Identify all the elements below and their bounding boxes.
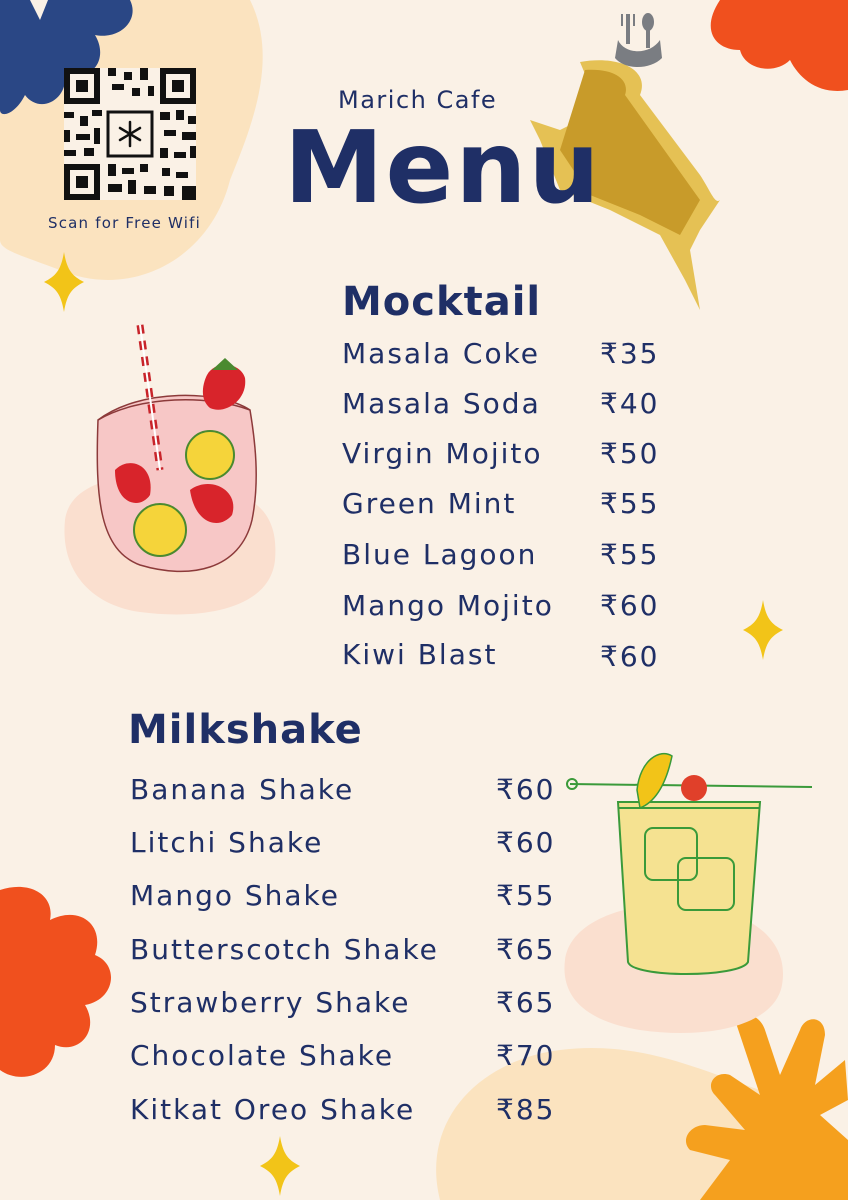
mocktail-item-price: ₹55: [600, 538, 660, 571]
milkshake-item-price: ₹70: [496, 1039, 556, 1072]
mocktail-item-name: Virgin Mojito: [342, 437, 543, 470]
milkshake-item-price: ₹60: [496, 826, 556, 859]
mocktail-item-name: Masala Soda: [342, 387, 541, 420]
mocktail-section-title: Mocktail: [342, 279, 542, 325]
menu-title: Menu: [284, 109, 602, 226]
milkshake-item-price: ₹65: [496, 986, 556, 1019]
mocktail-item-name: Green Mint: [342, 487, 517, 520]
mocktail-item-price: ₹60: [600, 589, 660, 622]
cafe-name: Marich Cafe: [338, 86, 498, 114]
milkshake-section-title: Milkshake: [128, 707, 363, 753]
milkshake-item-price: ₹65: [496, 933, 556, 966]
top-right-flower-icon: [711, 0, 848, 91]
mocktail-item-price: ₹40: [600, 387, 660, 420]
mocktail-item-name: Masala Coke: [342, 337, 541, 370]
mocktail-item-name: Kiwi Blast: [342, 638, 498, 671]
left-orange-flower-icon: [0, 887, 111, 1077]
milkshake-item-price: ₹60: [496, 773, 556, 806]
mocktail-item-name: Mango Mojito: [342, 589, 554, 622]
sparkle-icon: [260, 1136, 300, 1196]
strawberry-drink-icon: [97, 325, 256, 571]
milkshake-item-name: Mango Shake: [130, 879, 340, 912]
mocktail-item-price: ₹35: [600, 337, 660, 370]
milkshake-item-name: Strawberry Shake: [130, 986, 411, 1019]
milkshake-item-name: Litchi Shake: [130, 826, 324, 859]
qr-code-icon[interactable]: [64, 68, 196, 200]
milkshake-item-name: Chocolate Shake: [130, 1039, 395, 1072]
fork-spoon-icon: [615, 13, 662, 67]
milkshake-item-price: ₹85: [496, 1093, 556, 1126]
mocktail-item-price: ₹55: [600, 487, 660, 520]
milkshake-item-price: ₹55: [496, 879, 556, 912]
mocktail-item-price: ₹50: [600, 437, 660, 470]
wifi-caption: Scan for Free Wifi: [48, 214, 201, 232]
mocktail-item-name: Blue Lagoon: [342, 538, 538, 571]
milkshake-item-name: Kitkat Oreo Shake: [130, 1093, 416, 1126]
mocktail-item-price: ₹60: [600, 640, 660, 673]
sparkle-icon: [743, 600, 783, 660]
milkshake-item-name: Butterscotch Shake: [130, 933, 439, 966]
milkshake-item-name: Banana Shake: [130, 773, 355, 806]
